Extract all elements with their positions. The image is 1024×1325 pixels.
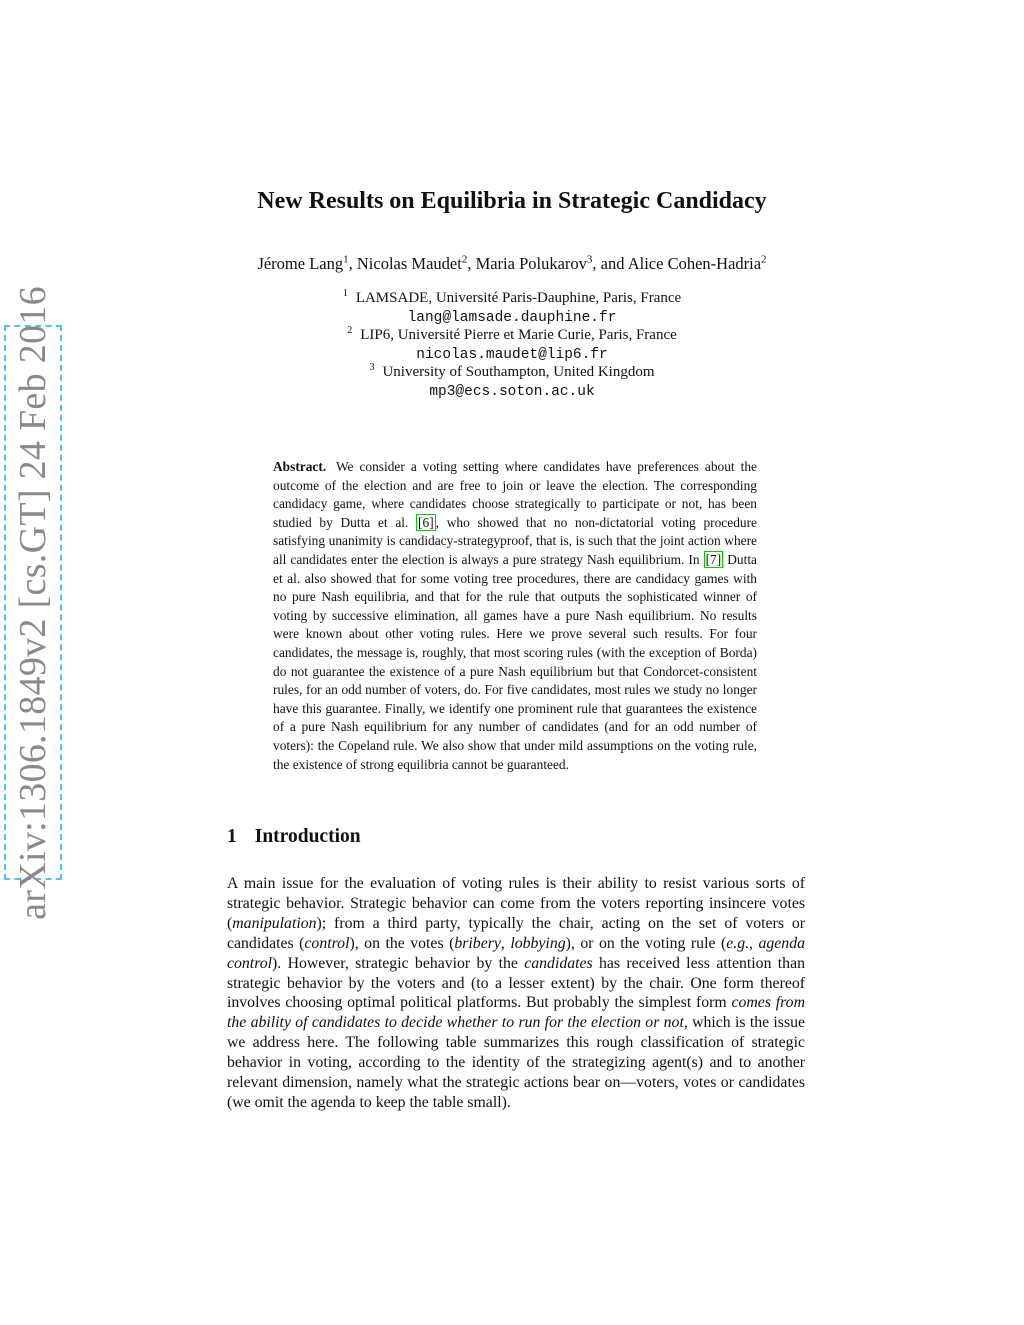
affiliation-2 — [0, 327, 1024, 344]
author-name: Nicolas Maudet — [356, 254, 462, 273]
abstract — [273, 458, 757, 774]
affiliation-1 — [0, 290, 1024, 307]
author-affiliation-marker: 2 — [761, 253, 767, 266]
body-text: ). However, strategic behavior by the — [272, 954, 525, 972]
emphasis: manipulation — [232, 914, 317, 932]
author-name: Maria Polukarov — [475, 254, 587, 273]
section-title: Introduction — [254, 826, 361, 847]
body-text: , — [500, 934, 511, 952]
body-text: , which is the issue we address here. The following table summarizes this rough classification of strategic behavior in voting, according to the identity of the strategizing agent(s) and to another relevant dimension, namely what the strategic actions bear on—voters, votes or candidates (we omit the agenda to keep the table small). — [227, 1014, 806, 1111]
abstract-label: Abstract. — [273, 459, 327, 474]
separator: , and — [592, 254, 628, 273]
abstract-text: , who showed that no non-dictatorial voting procedure satisfying unanimity is candidacy-strategyproof, that is, is such that the joint action where all candidates enter the election is always a pure strategy Nash equilibrium. In — [273, 514, 757, 567]
affiliation-3 — [0, 364, 1024, 381]
email-2[interactable]: nicolas.maudet@lip6.fr — [416, 347, 608, 363]
affiliation-text: LAMSADE, Université Paris-Dauphine, Paris, France — [355, 290, 682, 306]
affiliation-text: LIP6, Université Pierre et Marie Curie, Paris, France — [360, 327, 677, 343]
section-heading — [227, 826, 361, 848]
section-number: 1 — [227, 826, 237, 847]
author-affiliation-marker: 1 — [343, 253, 349, 266]
citation-link[interactable]: [6] — [418, 514, 434, 530]
emphasis: comes from the ability of candidates to decide whether to run for the election or not — [227, 994, 805, 1032]
body-text: A main issue for the evaluation of voting rules is their ability to resist various sorts of strategic behavior. Strategic behavior can come from the voters reporting insincere votes ( — [227, 875, 805, 932]
emphasis: candidates — [524, 954, 593, 972]
email-1[interactable]: lang@lamsade.dauphine.fr — [407, 310, 617, 326]
emphasis: control — [304, 934, 350, 952]
intro-paragraph — [227, 874, 805, 1113]
author-affiliation-marker: 3 — [586, 253, 593, 266]
citation-link[interactable]: [7] — [705, 551, 722, 567]
body-text: has received less attention than strategic behavior by the voters and (to a lesser extent) by the chair. One form thereof involves choosing optimal political platforms. But probably the simplest form — [227, 954, 805, 1012]
abstract-text: We consider a voting setting where candidates have preferences about the outcome of the election and are free to join or leave the election. The corresponding candidacy game, where candidates choose strategically to participate or not, has been studied by Dutta et al. — [273, 459, 757, 530]
body-text: ), on the votes ( — [349, 934, 455, 952]
affiliation-marker: 2 — [347, 325, 353, 336]
author-name: Alice Cohen-Hadria — [627, 254, 762, 273]
paper-title: New Results on Equilibria in Strategic Candidacy — [257, 188, 767, 214]
abstract-text: Dutta et al. also showed that for some voting tree procedures, there are candidacy games with no pure Nash equilibria, and that for the rule that outputs the sophisticated winner of voting by successive elimination, all games have a pure Nash equilibrium. No results were known about other voting rules. Here we prove several such results. For four candidates, the message is, roughly, that most scoring rules (with the exception of Borda) do not guarantee the existence of a pure Nash equilibrium but that Condorcet-consistent rules, for an odd number of voters, do. For five candidates, most rules we study no longer have this guarantee. Finally, we identify one prominent rule that guarantees the existence of a pure Nash equilibrium for any number of candidates (and for an odd number of voters): the Copeland rule. We also show that under mild assumptions on the voting rule, the existence of strong equilibria cannot be guaranteed. — [273, 551, 757, 772]
separator: , — [348, 254, 357, 273]
emphasis: bribery — [454, 934, 501, 952]
author-list — [0, 254, 1024, 274]
author-name: Jérome Lang — [257, 254, 344, 273]
emphasis: e.g., agenda control — [227, 934, 805, 972]
affiliation-marker: 3 — [369, 362, 375, 373]
affiliation-marker: 1 — [342, 288, 348, 299]
email-3[interactable]: mp3@ecs.soton.ac.uk — [429, 384, 595, 400]
body-text: ), or on the voting rule ( — [565, 934, 727, 952]
arxiv-identifier: arXiv:1306.1849v2 [cs.GT] 24 Feb 2016 — [12, 285, 54, 920]
arxiv-stamp[interactable] — [4, 285, 62, 920]
body-text: ); from a third party, typically the chair, acting on the set of voters or candidates ( — [227, 914, 805, 952]
separator: , — [467, 254, 476, 273]
emphasis: lobbying — [510, 934, 566, 952]
affiliation-text: University of Southampton, United Kingdom — [382, 364, 655, 380]
author-affiliation-marker: 2 — [461, 253, 468, 266]
